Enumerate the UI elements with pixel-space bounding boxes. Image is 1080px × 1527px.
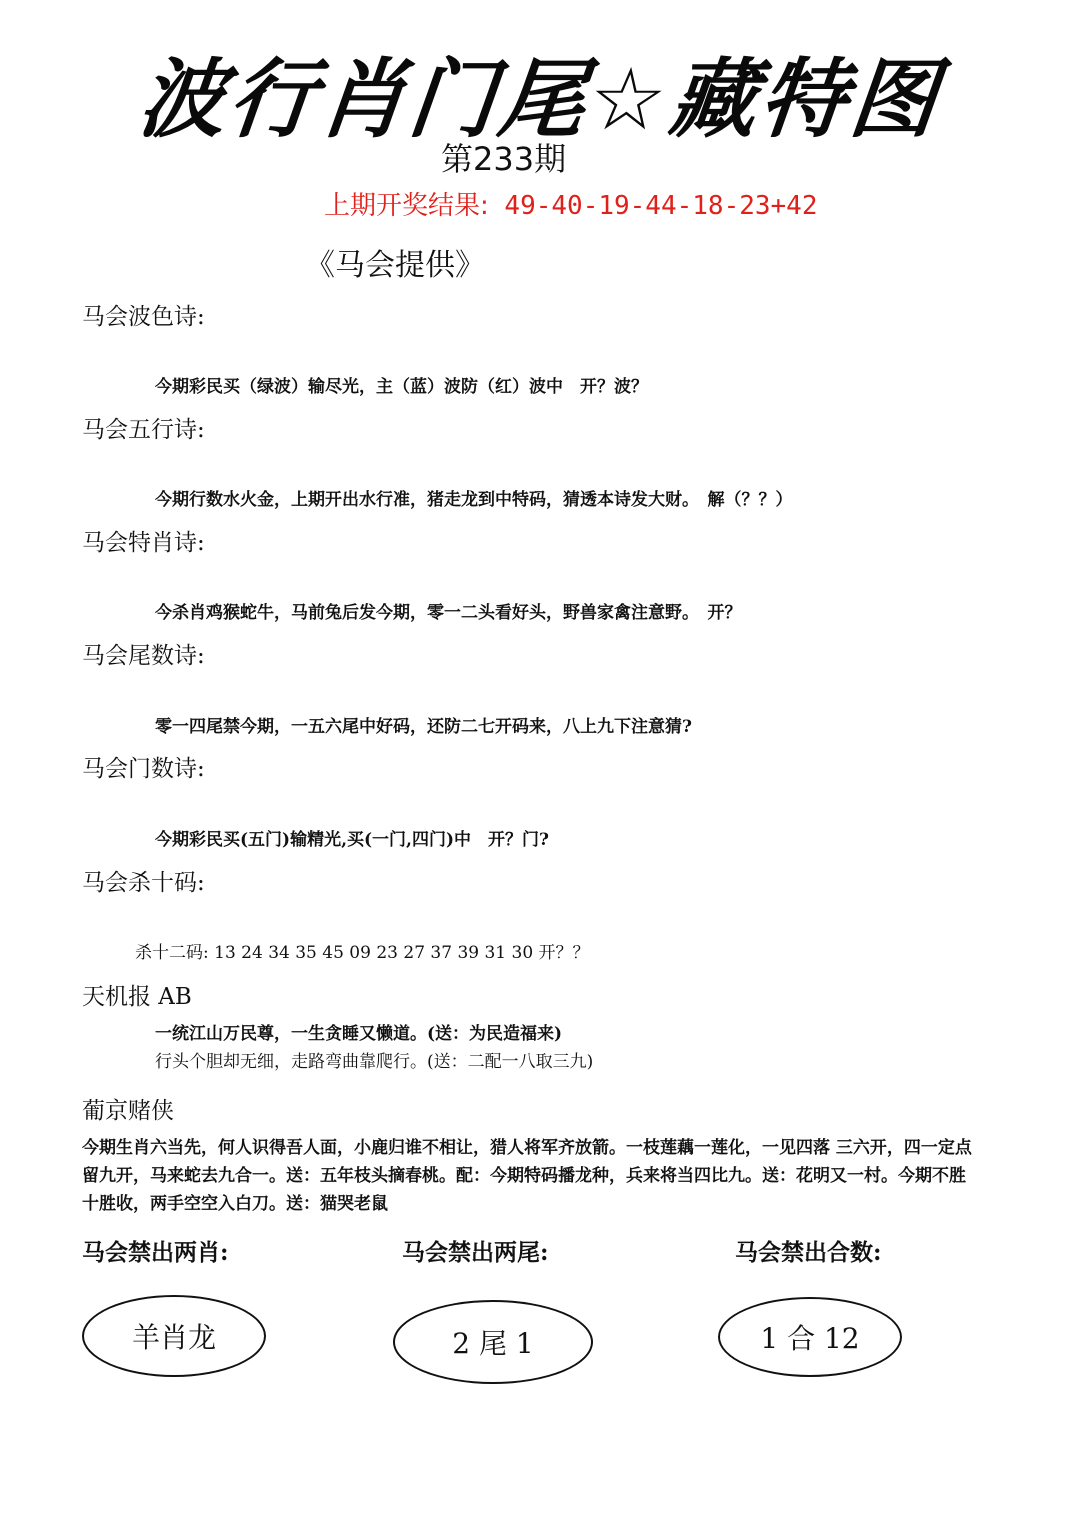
section-heading-door: 马会门数诗: — [82, 756, 205, 782]
provider-label: 《马会提供》 — [305, 248, 485, 283]
section-text-element: 今期行数水火金，上期开出水行准，猪走龙到中特码，猜透本诗发大财。 解（？？） — [155, 490, 793, 510]
last-result-numbers: 49-40-19-44-18-23+42 — [504, 191, 818, 221]
section-text-tail: 零一四尾禁今期，一五六尾中好码，还防二七开码来，八上九下注意猜? — [155, 717, 692, 737]
section-heading-element: 马会五行诗: — [82, 417, 205, 443]
section-text-zodiac: 今杀肖鸡猴蛇牛，马前兔后发今期，零一二头看好头，野兽家禽注意野。 开？ — [155, 603, 742, 623]
issue-number: 第233期 — [441, 140, 567, 178]
section-heading-zodiac: 马会特肖诗: — [82, 530, 205, 556]
ban-tail-value: 2 尾 1 — [452, 1327, 534, 1360]
ban-sum-label: 马会禁出合数: — [735, 1239, 882, 1266]
section-heading-tail: 马会尾数诗: — [82, 643, 205, 669]
ban-tail-oval — [393, 1300, 593, 1384]
section-heading-kill: 马会杀十码: — [82, 870, 205, 896]
ban-zodiac-oval — [82, 1295, 266, 1377]
ban-zodiac-label: 马会禁出两肖: — [82, 1239, 229, 1266]
page-title: 波行肖门尾☆藏特图 — [133, 50, 946, 150]
ban-zodiac-value: 羊肖龙 — [131, 1321, 216, 1354]
pujing-text: 今期生肖六当先，何人识得吾人面，小鹿归谁不相让，猎人将军齐放箭。一枝莲藕一莲化，一见四落 三六开，四一定点留九开，马来蛇去九合一。送：五年枝头摘春桃。配：今期特码播龙种，兵来将当四比九。送：花明又一村。今期不胜十胜收，两手空空入白刀。送：猫哭老鼠 — [82, 1138, 972, 1214]
section-text-color: 今期彩民买（绿波）输尽光，主（蓝）波防（红）波中 开？波？ — [155, 377, 648, 397]
tianji-line-2: 行头个胆却无细，走路弯曲靠爬行。(送：二配一八取三九) — [155, 1052, 594, 1072]
ban-sum-value: 1 合 12 — [760, 1322, 860, 1355]
last-result — [324, 185, 818, 222]
pujing-heading: 葡京赌侠 — [82, 1098, 174, 1124]
ban-tail-label: 马会禁出两尾: — [402, 1239, 549, 1266]
section-heading-color: 马会波色诗: — [82, 304, 205, 330]
ban-sum-oval — [718, 1297, 902, 1377]
section-text-kill: 杀十二码: 13 24 34 35 45 09 23 27 37 39 31 30 开？？ — [135, 943, 590, 963]
tianji-line-1: 一统江山万民尊，一生贪睡又懒道。(送：为民造福来) — [155, 1024, 563, 1044]
section-text-door: 今期彩民买(五门)输精光,买(一门,四门)中 开？门? — [155, 830, 549, 850]
tianji-heading: 天机报 AB — [82, 984, 192, 1010]
last-result-label: 上期开奖结果: — [324, 191, 489, 221]
